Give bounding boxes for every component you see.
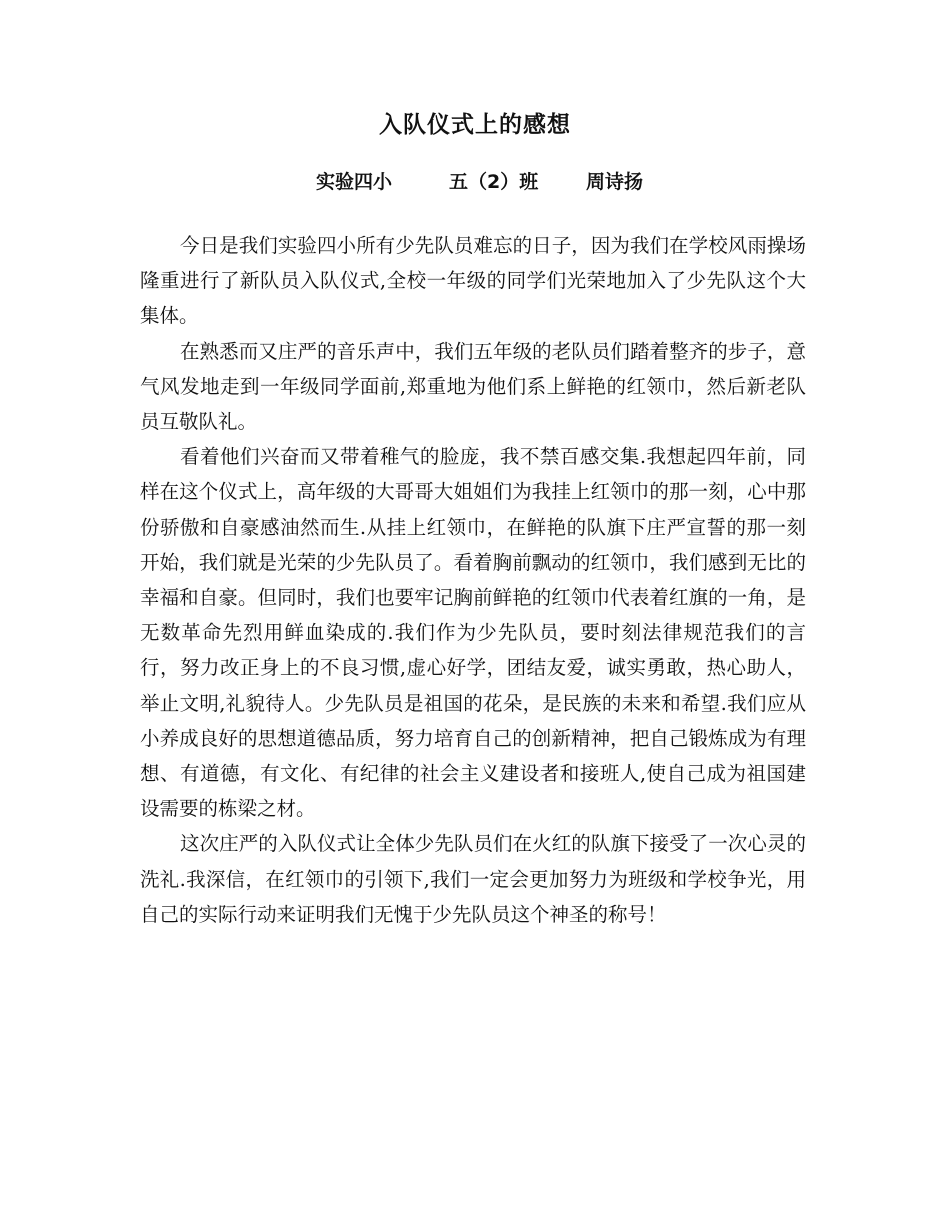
paragraph: 这次庄严的入队仪式让全体少先队员们在火红的队旗下接受了一次心灵的洗礼.我深信，在红领巾的引领下,我们一定会更加努力为班级和学校争光，用自己的实际行动来证明我们无愧于少先队员这个神圣的称号！ [140, 832, 806, 926]
byline-school: 实验四小 [316, 170, 393, 193]
paragraph: 在熟悉而又庄严的音乐声中，我们五年级的老队员们踏着整齐的步子，意气风发地走到一年级同学面前,郑重地为他们系上鲜艳的红领巾，然后新老队员互敬队礼。 [140, 339, 806, 434]
paragraph: 看着他们兴奋而又带着稚气的脸庞，我不禁百感交集.我想起四年前，同样在这个仪式上，高年级的大哥哥大姐姐们为我挂上红领巾的那一刻，心中那份骄傲和自豪感油然而生.从挂上红领巾，在鲜艳的队旗下庄严宣誓的那一刻开始，我们就是光荣的少先队员了。看着胸前飘动的红领巾，我们感到无比的幸福和自豪。但同时，我们也要牢记胸前鲜艳的红领巾代表着红旗的一角，是无数革命先烈用鲜血染成的.我们作为少先队员，要时刻法律规范我们的言行，努力改正身上的不良习惯,虚心好学，团结友爱，诚实勇敢，热心助人，举止文明,礼貌待人。少先队员是祖国的花朵，是民族的未来和希望.我们应从小养成良好的思想道德品质，努力培育自己的创新精神，把自己锻炼成为有理想、有道德，有文化、有纪律的社会主义建设者和接班人,使自己成为祖国建设需要的栋梁之材。 [140, 445, 806, 821]
byline [316, 164, 643, 196]
paragraph: 今日是我们实验四小所有少先队员难忘的日子，因为我们在学校风雨操场隆重进行了新队员入队仪式,全校一年级的同学们光荣地加入了少先队这个大集体。 [140, 234, 806, 328]
byline-author: 周诗扬 [586, 170, 644, 193]
document-title: 入队仪式上的感想 [379, 112, 571, 138]
byline-class: 五（2）班 [449, 170, 539, 193]
article-body [140, 228, 806, 932]
